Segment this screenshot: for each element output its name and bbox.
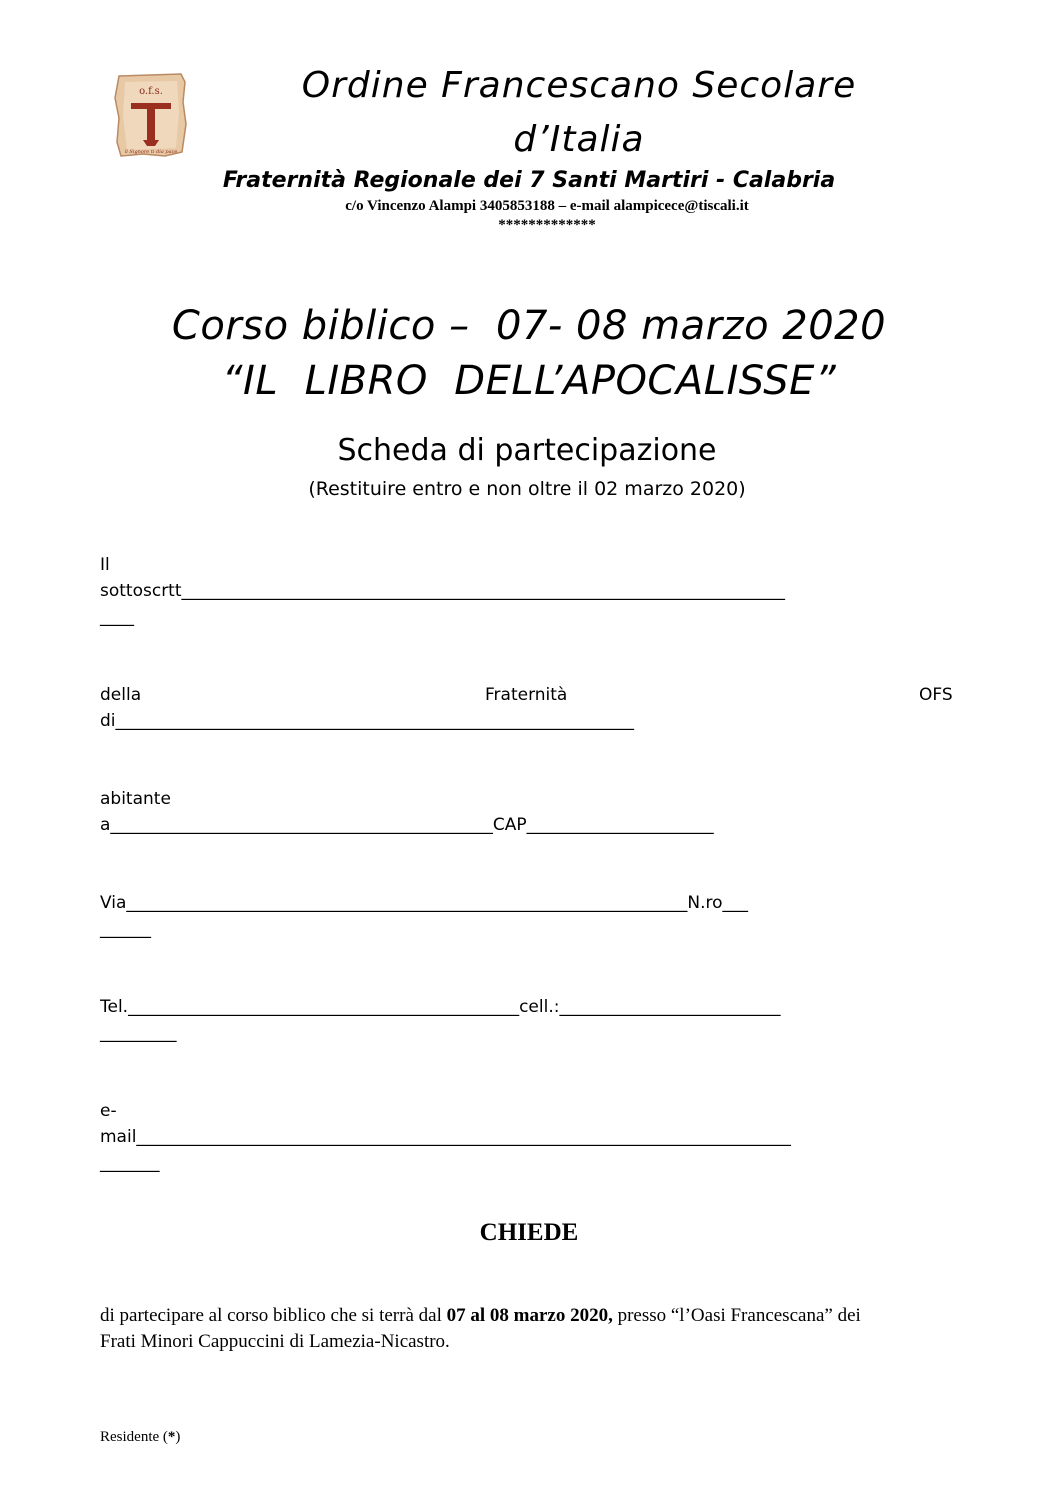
request-paragraph-line1 [100,1305,861,1327]
course-title-line1: Corso biblico – 07- 08 marzo 2020 [171,303,887,349]
field-fraternita-label-fraternita: Fraternità [485,685,568,705]
field-tel-cell-line-cont[interactable]: _________ [100,1023,177,1043]
request-text-c: presso “l’Oasi Francescana” dei [612,1305,861,1326]
request-paragraph-line2: Frati Minori Cappuccini di Lamezia-Nicastro. [100,1331,450,1352]
request-dates: 07 al 08 marzo 2020, [446,1305,613,1326]
field-sottoscritto-line-cont[interactable]: ____ [100,607,134,627]
logo-caption: il Signore ti dia pace [124,149,178,155]
org-title-line1: Ordine Francescano Secolare [301,65,857,106]
form-title: Scheda di partecipazione [337,433,717,468]
field-via-line[interactable]: Via__________________________________________________________________N.ro___ [100,893,749,913]
residente-asterisk: * [167,1429,176,1445]
logo-text: o.f.s. [139,86,163,97]
field-email-label: e- [100,1101,117,1121]
course-title-line2: “IL LIBRO DELL’APOCALISSE” [221,358,837,404]
field-email-line[interactable]: mail_____________________________________________________________________________ [100,1127,791,1147]
fraternity-name: Fraternità Regionale dei 7 Santi Martiri - Calabria [222,168,836,193]
residente-close: ) [175,1429,181,1445]
residente-label: Residente ( [100,1429,168,1445]
contact-line: c/o Vincenzo Alampi 3405853188 – e-mail alampicece@tiscali.it [345,198,749,214]
org-title-line2: d’Italia [513,119,645,160]
field-fraternita-label-della: della [100,685,142,705]
field-email-line-cont[interactable]: _______ [100,1153,160,1173]
field-abitante-cap-line[interactable]: a_____________________________________________CAP______________________ [100,815,714,835]
stars-divider: ************* [498,217,596,233]
field-fraternita-line[interactable]: di_____________________________________________________________ [100,711,635,731]
chiede-heading: CHIEDE [479,1219,579,1246]
field-tel-cell-line[interactable]: Tel.______________________________________________cell.:__________________________ [100,997,781,1017]
field-sottoscritto-line[interactable]: sottoscrtt_______________________________________________________________________ [100,581,786,601]
field-sottoscritto-label-1: Il [100,555,110,575]
field-via-line-cont[interactable]: ______ [100,919,151,939]
residente-note [100,1429,180,1446]
request-text-a: di partecipare al corso biblico che si terrà dal [100,1305,447,1326]
deadline-note: (Restituire entro e non oltre il 02 marzo 2020) [308,478,746,500]
field-fraternita-label-ofs: OFS [919,685,953,705]
field-abitante-label: abitante [100,789,171,809]
